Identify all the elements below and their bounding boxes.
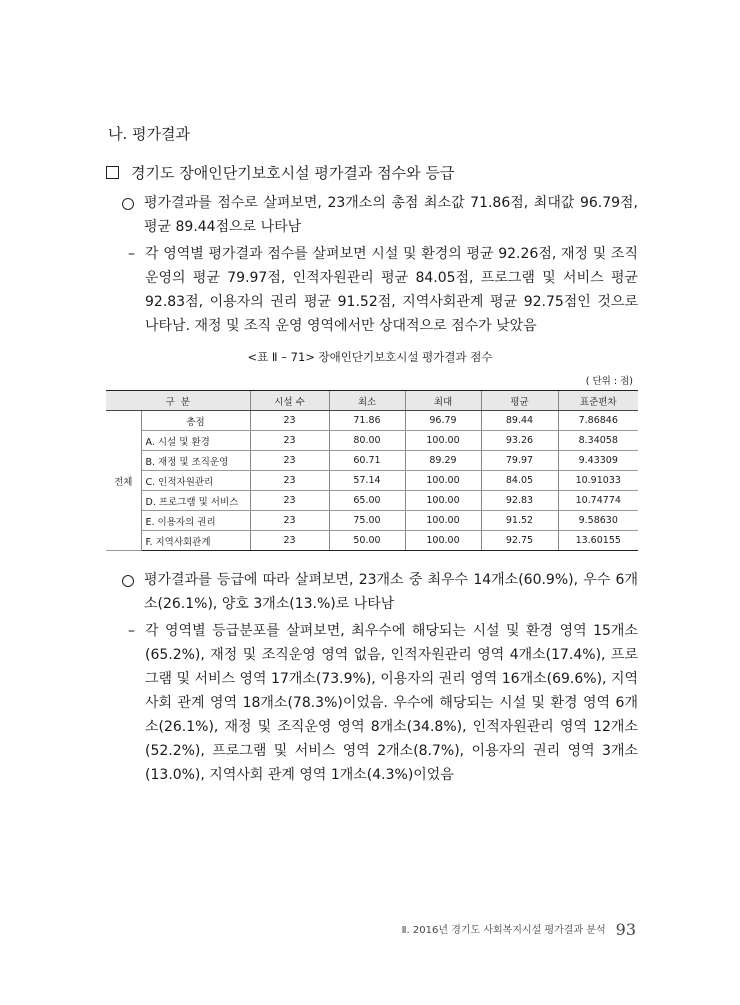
cell-max: 100.00: [405, 431, 481, 451]
cell-count: 23: [250, 431, 329, 451]
table-row: [106, 451, 638, 471]
cell-max: 100.00: [405, 471, 481, 491]
header-category: 구 분: [106, 391, 250, 411]
cell-avg: 93.26: [481, 431, 558, 451]
cell-count: 23: [250, 411, 329, 431]
header-count: 시설 수: [250, 391, 329, 411]
cell-avg: 92.75: [481, 531, 558, 551]
table-row: [106, 471, 638, 491]
table-caption: <표 Ⅱ – 71> 장애인단기보호시설 평가결과 점수: [247, 350, 493, 364]
section-title: 나. 평가결과: [108, 125, 190, 143]
cell-min: 60.71: [329, 451, 405, 471]
circle-bullet-icon: [122, 575, 134, 587]
footer-chapter: Ⅱ. 2016년 경기도 사회복지시설 평가결과 분석: [401, 925, 606, 936]
table-row: [106, 411, 638, 431]
dash-bullet-icon: –: [128, 623, 135, 639]
cell-min: 75.00: [329, 511, 405, 531]
grade-detail-text: 각 영역별 등급분포를 살펴보면, 최우수에 해당되는 시설 및 환경 영역 15개소(65.2%), 재정 및 조직운영 영역 없음, 인적자원관리 영역 4개소(17.4%), 프로그램 및 서비스 영역 17개소(73.9%), 이용자의 권리 영역 16개소(69.6%), 지역사회 관계 영역 18개소(78.3%)이었음. 우수에 해당되는 시설 및 환경 영역 6개소(26.1%), 재정 및 조직운영 영역 8개소(34.8%), 인적자원관리 영역 12개소(52.2%), 프로그램 및 서비스 영역 2개소(8.7%), 이용자의 권리 영역 3개소(13.0%), 지역사회 관계 영역 1개소(4.3%)이었음: [145, 623, 638, 783]
cell-max: 89.29: [405, 451, 481, 471]
cell-sd: 10.74774: [558, 491, 638, 511]
cell-count: 23: [250, 511, 329, 531]
cell-count: 23: [250, 531, 329, 551]
grade-summary-text: 평가결과를 등급에 따라 살펴보면, 23개소 중 최우수 14개소(60.9%), 우수 6개소(26.1%), 양호 3개소(13.%)로 나타남: [144, 572, 638, 612]
cell-max: 100.00: [405, 531, 481, 551]
circle-bullet-icon: [122, 198, 134, 210]
table-row: [106, 511, 638, 531]
grade-detail-paragraph: [128, 619, 638, 787]
group-label: 전체: [106, 411, 141, 551]
table-unit: ( 단위 : 점): [585, 376, 633, 387]
row-item: A. 시설 및 환경: [141, 431, 250, 451]
subsection-heading: [106, 162, 454, 183]
row-item: F. 지역사회관계: [141, 531, 250, 551]
subsection-title: 경기도 장애인단기보호시설 평가결과 점수와 등급: [131, 164, 455, 182]
score-detail-text: 각 영역별 평가결과 점수를 살펴보면 시설 및 환경의 평균 92.26점, 재정 및 조직운영의 평균 79.97점, 인적자원관리 평균 84.05점, 프로그램 및 서비스 평균 92.83점, 이용자의 권리 평균 91.52점, 지역사회관계 평균 92.75점인 것으로 나타남. 재정 및 조직 운영 영역에서만 상대적으로 점수가 낮았음: [145, 246, 638, 334]
header-min: 최소: [329, 391, 405, 411]
cell-count: 23: [250, 451, 329, 471]
table-row: [106, 491, 638, 511]
page-footer: [402, 920, 636, 939]
score-summary-text: 평가결과를 점수로 살펴보면, 23개소의 총점 최소값 71.86점, 최대값 96.79점, 평균 89.44점으로 나타남: [144, 195, 638, 235]
cell-sd: 7.86846: [558, 411, 638, 431]
page-number: 93: [615, 920, 636, 939]
cell-min: 50.00: [329, 531, 405, 551]
cell-count: 23: [250, 471, 329, 491]
cell-sd: 8.34058: [558, 431, 638, 451]
cell-avg: 84.05: [481, 471, 558, 491]
cell-sd: 10.91033: [558, 471, 638, 491]
table-row: [106, 531, 638, 551]
cell-max: 96.79: [405, 411, 481, 431]
row-item: 총점: [141, 411, 250, 431]
cell-max: 100.00: [405, 491, 481, 511]
cell-sd: 13.60155: [558, 531, 638, 551]
cell-min: 71.86: [329, 411, 405, 431]
cell-avg: 91.52: [481, 511, 558, 531]
cell-sd: 9.58630: [558, 511, 638, 531]
table-header-row: [106, 391, 638, 411]
score-summary-paragraph: [122, 191, 638, 239]
header-sd: 표준편차: [558, 391, 638, 411]
score-table: [106, 390, 638, 551]
square-bullet-icon: [106, 166, 119, 179]
cell-avg: 89.44: [481, 411, 558, 431]
table-row: [106, 431, 638, 451]
cell-avg: 92.83: [481, 491, 558, 511]
row-item: B. 재정 및 조직운영: [141, 451, 250, 471]
cell-sd: 9.43309: [558, 451, 638, 471]
cell-min: 80.00: [329, 431, 405, 451]
row-item: C. 인적자원관리: [141, 471, 250, 491]
cell-min: 57.14: [329, 471, 405, 491]
row-item: D. 프로그램 및 서비스: [141, 491, 250, 511]
cell-avg: 79.97: [481, 451, 558, 471]
header-avg: 평균: [481, 391, 558, 411]
cell-max: 100.00: [405, 511, 481, 531]
cell-min: 65.00: [329, 491, 405, 511]
dash-bullet-icon: –: [128, 246, 135, 262]
score-detail-paragraph: [128, 242, 638, 338]
cell-count: 23: [250, 491, 329, 511]
header-max: 최대: [405, 391, 481, 411]
grade-summary-paragraph: [122, 568, 638, 616]
row-item: E. 이용자의 권리: [141, 511, 250, 531]
